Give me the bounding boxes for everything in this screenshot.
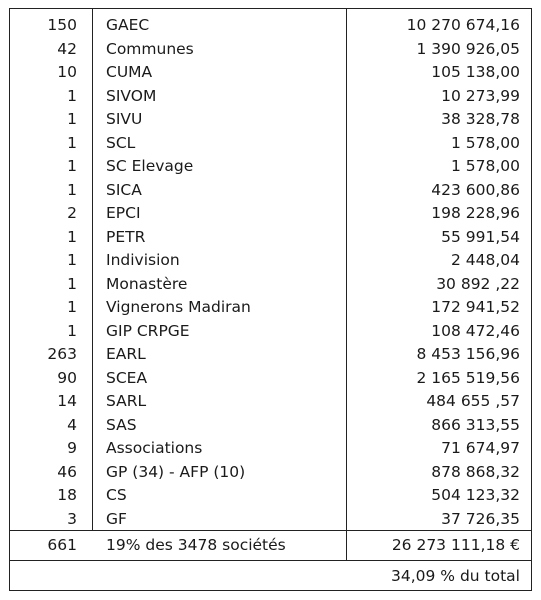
row-name: GP (34) - AFP (10) bbox=[106, 462, 246, 481]
row-name: GF bbox=[106, 509, 127, 528]
table-row bbox=[10, 202, 531, 226]
table-row bbox=[10, 273, 531, 297]
row-count: 1 bbox=[67, 86, 77, 105]
table-row bbox=[10, 85, 531, 109]
row-name: SAS bbox=[106, 415, 137, 434]
row-amount: 2 448,04 bbox=[450, 251, 520, 269]
row-count: 263 bbox=[47, 345, 77, 363]
row-amount: 423 600,86 bbox=[431, 180, 520, 199]
row-name: GIP CRPGE bbox=[106, 321, 190, 340]
row-amount: 504 123,32 bbox=[431, 486, 520, 504]
table-row bbox=[10, 296, 531, 320]
table-row bbox=[10, 179, 531, 203]
table-row bbox=[10, 132, 531, 156]
row-name: SICA bbox=[106, 180, 142, 199]
row-amount: 866 313,55 bbox=[431, 415, 520, 434]
row-count: 4 bbox=[67, 415, 77, 434]
table-row bbox=[10, 108, 531, 132]
table-row bbox=[10, 461, 531, 485]
table-row bbox=[10, 484, 531, 508]
row-count: 1 bbox=[67, 251, 77, 269]
row-name: SIVOM bbox=[106, 86, 157, 105]
total-row bbox=[10, 532, 531, 559]
row-count: 46 bbox=[57, 462, 77, 481]
table-row bbox=[10, 367, 531, 391]
row-name: Associations bbox=[106, 439, 203, 457]
table-row bbox=[10, 320, 531, 344]
row-amount: 30 892 ,22 bbox=[436, 274, 520, 293]
row-count: 1 bbox=[67, 321, 77, 340]
row-amount: 198 228,96 bbox=[431, 204, 520, 222]
row-amount: 172 941,52 bbox=[431, 298, 520, 316]
row-name: SIVU bbox=[106, 110, 143, 128]
row-name: EARL bbox=[106, 345, 146, 363]
row-name: CS bbox=[106, 486, 127, 504]
row-count: 150 bbox=[47, 16, 77, 34]
row-name: SCL bbox=[106, 133, 136, 152]
table-row bbox=[10, 155, 531, 179]
row-amount: 55 991,54 bbox=[441, 227, 520, 246]
row-count: 1 bbox=[67, 298, 77, 316]
row-count: 10 bbox=[57, 63, 77, 81]
row-count: 90 bbox=[57, 368, 77, 387]
funding-table bbox=[9, 8, 532, 591]
row-count: 1 bbox=[67, 157, 77, 175]
table-row bbox=[10, 38, 531, 62]
row-count: 14 bbox=[57, 392, 77, 410]
row-name: SC Elevage bbox=[106, 157, 194, 175]
table-row bbox=[10, 414, 531, 438]
total-label: 19% des 3478 sociétés bbox=[106, 536, 286, 554]
row-amount: 1 578,00 bbox=[450, 133, 520, 152]
row-name: Indivision bbox=[106, 251, 180, 269]
row-name: Monastère bbox=[106, 274, 188, 293]
row-count: 9 bbox=[67, 439, 77, 457]
row-count: 1 bbox=[67, 180, 77, 199]
row-amount: 1 578,00 bbox=[450, 157, 520, 175]
table-row bbox=[10, 390, 531, 414]
row-name: PETR bbox=[106, 227, 146, 246]
row-name: SARL bbox=[106, 392, 147, 410]
row-divider bbox=[10, 560, 531, 561]
row-name: CUMA bbox=[106, 63, 153, 81]
row-name: SCEA bbox=[106, 368, 148, 387]
row-amount: 1 390 926,05 bbox=[416, 39, 520, 58]
row-amount: 10 273,99 bbox=[441, 86, 520, 105]
row-amount: 878 868,32 bbox=[431, 462, 520, 481]
row-amount: 10 270 674,16 bbox=[406, 16, 520, 34]
table-row bbox=[10, 61, 531, 85]
row-amount: 37 726,35 bbox=[441, 509, 520, 528]
row-count: 1 bbox=[67, 133, 77, 152]
row-count: 2 bbox=[67, 204, 77, 222]
row-count: 1 bbox=[67, 274, 77, 293]
table-row bbox=[10, 508, 531, 532]
row-amount: 71 674,97 bbox=[441, 439, 520, 457]
row-count: 18 bbox=[57, 486, 77, 504]
row-amount: 108 472,46 bbox=[431, 321, 520, 340]
row-name: Vignerons Madiran bbox=[106, 298, 251, 316]
row-count: 1 bbox=[67, 227, 77, 246]
table-row bbox=[10, 343, 531, 367]
row-amount: 38 328,78 bbox=[441, 110, 520, 128]
row-name: EPCI bbox=[106, 204, 141, 222]
row-name: GAEC bbox=[106, 16, 150, 34]
share-of-total: 34,09 % du total bbox=[391, 567, 520, 585]
row-count: 42 bbox=[57, 39, 77, 58]
table-row bbox=[10, 249, 531, 273]
table-row bbox=[10, 226, 531, 250]
total-count: 661 bbox=[47, 536, 77, 554]
row-amount: 2 165 519,56 bbox=[416, 368, 520, 387]
row-amount: 8 453 156,96 bbox=[416, 345, 520, 363]
row-count: 1 bbox=[67, 110, 77, 128]
row-count: 3 bbox=[67, 509, 77, 528]
table-row bbox=[10, 437, 531, 461]
row-amount: 105 138,00 bbox=[431, 63, 520, 81]
total-amount: 26 273 111,18 € bbox=[391, 536, 520, 554]
row-amount: 484 655 ,57 bbox=[426, 392, 520, 410]
table-row bbox=[10, 14, 531, 38]
row-name: Communes bbox=[106, 39, 194, 58]
